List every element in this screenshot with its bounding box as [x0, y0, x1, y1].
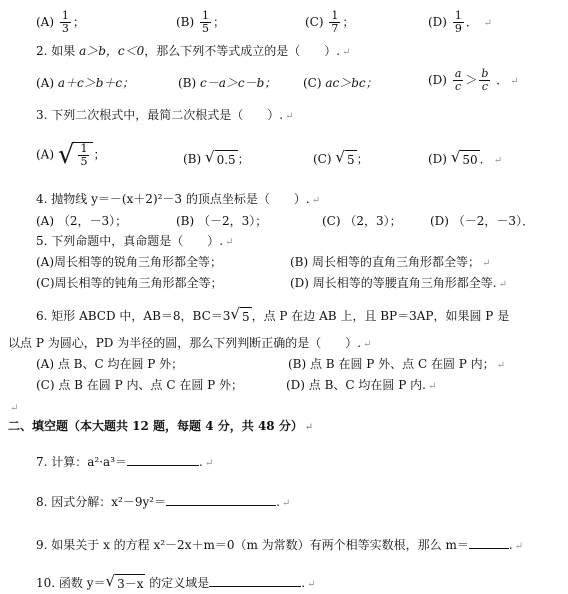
q2-stem: 2. 如果 a＞b，c＜0，那么下列不等式成立的是（ ）. ↵	[36, 44, 351, 58]
q3-option-d: (D) √ 50 ． ↵	[428, 148, 503, 167]
q7: 7. 计算：a²·a³＝ . ↵	[36, 455, 214, 469]
q4-stem: 4. 抛物线 y＝－(x＋2)²－3 的顶点坐标是（ ）. ↵	[36, 192, 321, 206]
fraction: $\frac{b}{c}$	[481, 67, 489, 93]
sqrt: √ 5	[230, 305, 250, 324]
q5-option-b: (B) 周长相等的直角三角形都全等； ↵	[290, 255, 491, 269]
sqrt: √ 50	[450, 148, 478, 167]
sqrt: √ 3－x	[105, 572, 144, 591]
q1-option-b: (B) $\frac{1}{5}$ ；	[176, 9, 226, 35]
blank-line: ↵	[10, 403, 19, 414]
answer-blank[interactable]	[209, 574, 301, 587]
answer-blank[interactable]	[469, 536, 509, 549]
section-title: 二、填空题（本大题共 12 题，每题 4 分，共 48 分） ↵	[8, 419, 314, 433]
q5-stem: 5. 下列命题中，真命题是（ ）. ↵	[36, 234, 234, 248]
q4-option-a: (A) （2，－3）；	[36, 214, 128, 228]
q4-option-b: (B) （－2，3）；	[176, 214, 268, 228]
q5-option-d: (D) 周长相等的等腰直角三角形都全等. ↵	[290, 276, 508, 290]
q2-option-c: (C) ac＞bc；	[303, 76, 378, 90]
q2-option-b: (B) c－a＞c－b；	[178, 76, 277, 90]
return-mark: ↵	[483, 18, 493, 29]
q4-option-d: (D) （－2，－3）．	[430, 214, 535, 228]
q6-option-d: (D) 点 B、C 均在圆 P 内. ↵	[286, 378, 437, 392]
q8: 8. 因式分解：x²－9y²＝ . ↵	[36, 495, 291, 509]
answer-blank[interactable]	[166, 493, 276, 506]
q2-option-a: (A) a＋c＞b＋c；	[36, 76, 135, 90]
q3-option-b: (B) √ 0.5 ；	[183, 148, 250, 167]
answer-blank[interactable]	[127, 453, 199, 466]
q1-option-a: (A) $\frac{1}{3}$ ；	[36, 9, 85, 35]
q2-option-d: (D) $\frac{a}{c}$ ＞ $\frac{b}{c}$ ． ↵	[428, 67, 519, 93]
q6-option-c: (C) 点 B 在圆 P 内、点 C 在圆 P 外；	[36, 378, 244, 392]
q3-stem: 3. 下列二次根式中，最简二次根式是（ ）. ↵	[36, 108, 294, 122]
q4-option-c: (C) （2，3）；	[322, 214, 402, 228]
q3-option-c: (C) √ 5 ；	[313, 148, 369, 167]
fraction: $\frac{1}{3}$	[61, 9, 69, 35]
q6-option-a: (A) 点 B、C 均在圆 P 外；	[36, 357, 184, 371]
q9: 9. 如果关于 x 的方程 x²－2x＋m＝0（m 为常数）有两个相等实数根，那么 m＝ . ↵	[36, 538, 524, 552]
q5-option-c: (C)周长相等的钝角三角形都全等；	[36, 276, 223, 290]
fraction: $\frac{1}{9}$	[454, 9, 462, 35]
sqrt: √ 0.5	[205, 148, 236, 167]
fraction: $\frac{a}{c}$	[454, 67, 462, 93]
q6-option-b: (B) 点 B 在圆 P 外、点 C 在圆 P 内； ↵	[288, 357, 506, 371]
sqrt: √ 5	[335, 148, 355, 167]
q1-option-c: (C) $\frac{1}{7}$ ；	[305, 9, 355, 35]
q10: 10. 函数 y＝ √ 3－x 的定义域是 . ↵	[36, 572, 316, 591]
fraction: $\frac{1}{5}$	[202, 9, 210, 35]
fraction: $\frac{1}{7}$	[331, 9, 339, 35]
q6-stem-cont: 以点 P 为圆心，PD 为半径的圆，那么下列判断正确的是（ ）. ↵	[8, 336, 372, 350]
q3-option-a: (A) √ $\frac{1}{5}$ ；	[36, 140, 106, 170]
q6-stem: 6. 矩形 ABCD 中，AB＝8，BC＝3 √ 5 ，点 P 在边 AB 上，且 BP＝3AP，如果圆 P 是	[36, 305, 510, 324]
q5-option-a: (A)周长相等的锐角三角形都全等；	[36, 255, 223, 269]
q1-option-d: (D) $\frac{1}{9}$ ． ↵	[428, 9, 493, 35]
sqrt: √ $\frac{1}{5}$	[58, 142, 94, 168]
